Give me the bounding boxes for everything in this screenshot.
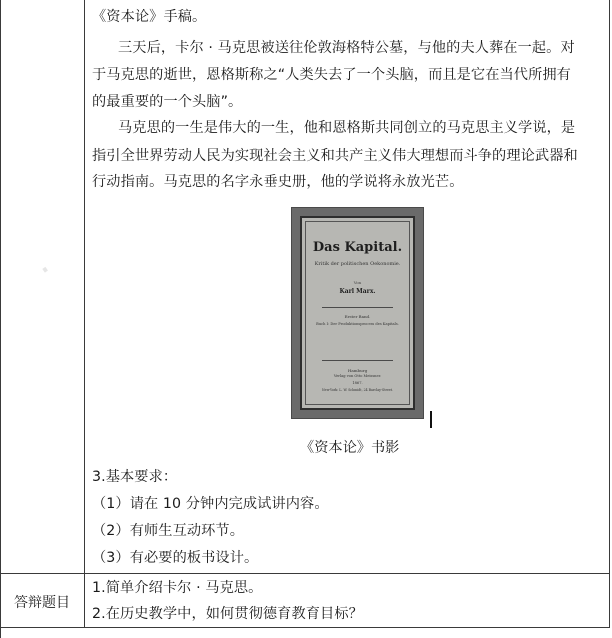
table-column-divider <box>84 0 85 628</box>
paragraph-manuscript-line: 《资本论》手稿。 <box>92 9 207 25</box>
book-volume: Erster Band. <box>344 314 371 319</box>
table-row-divider <box>0 573 610 574</box>
table-bottom-border <box>0 627 610 628</box>
paragraph-burial-line-2: 于马克思的逝世，恩格斯称之“人类失去了一个头脑，而且是它在当代所拥有 <box>92 67 571 83</box>
paragraph-legacy-line-1: 马克思的一生是伟大的一生，他和恩格斯共同创立的马克思主义学说，是 <box>118 120 576 136</box>
book-place: Hamburg <box>347 368 368 373</box>
paragraph-burial-line-1: 三天后，卡尔 · 马克思被送往伦敦海格特公墓，与他的夫人葬在一起。对 <box>118 40 575 56</box>
book-title: Das Kapital. <box>312 240 403 255</box>
table-left-border <box>0 0 1 638</box>
figure-caption: 《资本论》书影 <box>300 440 400 456</box>
book-publisher: Verlag von Otto Meissner. <box>333 374 382 378</box>
requirements-heading: 3.基本要求： <box>92 469 178 485</box>
book-year: 1867. <box>352 381 363 385</box>
book-subtitle: Kritik der politischen Oekonomie. <box>314 261 401 267</box>
book-von: Von <box>353 280 362 285</box>
book-author: Karl Marx. <box>339 288 376 295</box>
defense-question-2: 2.在历史教学中，如何贯彻德育教育目标？ <box>92 606 363 622</box>
paragraph-legacy-line-2: 指引全世界劳动人民为实现社会主义和共产主义伟大理想而斗争的理论武器和 <box>92 148 578 164</box>
requirement-item-1: （1）请在 10 分钟内完成试讲内容。 <box>92 496 329 512</box>
book-volume-subtitle: Buch I: Der Produktionsprocess des Kapitals. <box>316 322 399 326</box>
requirement-item-3: （3）有必要的板书设计。 <box>92 550 259 566</box>
paragraph-legacy-line-3: 行动指南。马克思的名字永垂史册，他的学说将永放光芒。 <box>92 174 464 190</box>
table-right-border <box>609 0 610 628</box>
text-cursor <box>430 411 432 428</box>
book-footer: New-York: L. W. Schmidt, 24 Barclay-Street. <box>321 388 394 392</box>
das-kapital-title-page-image <box>291 207 424 419</box>
defense-question-1: 1.简单介绍卡尔 · 马克思。 <box>92 580 263 596</box>
watermark: · <box>29 250 63 291</box>
defense-questions-label: 答辩题目 <box>14 595 70 611</box>
requirement-item-2: （2）有师生互动环节。 <box>92 523 245 539</box>
paragraph-burial-line-3: 的最重要的一个头脑”。 <box>92 94 243 110</box>
